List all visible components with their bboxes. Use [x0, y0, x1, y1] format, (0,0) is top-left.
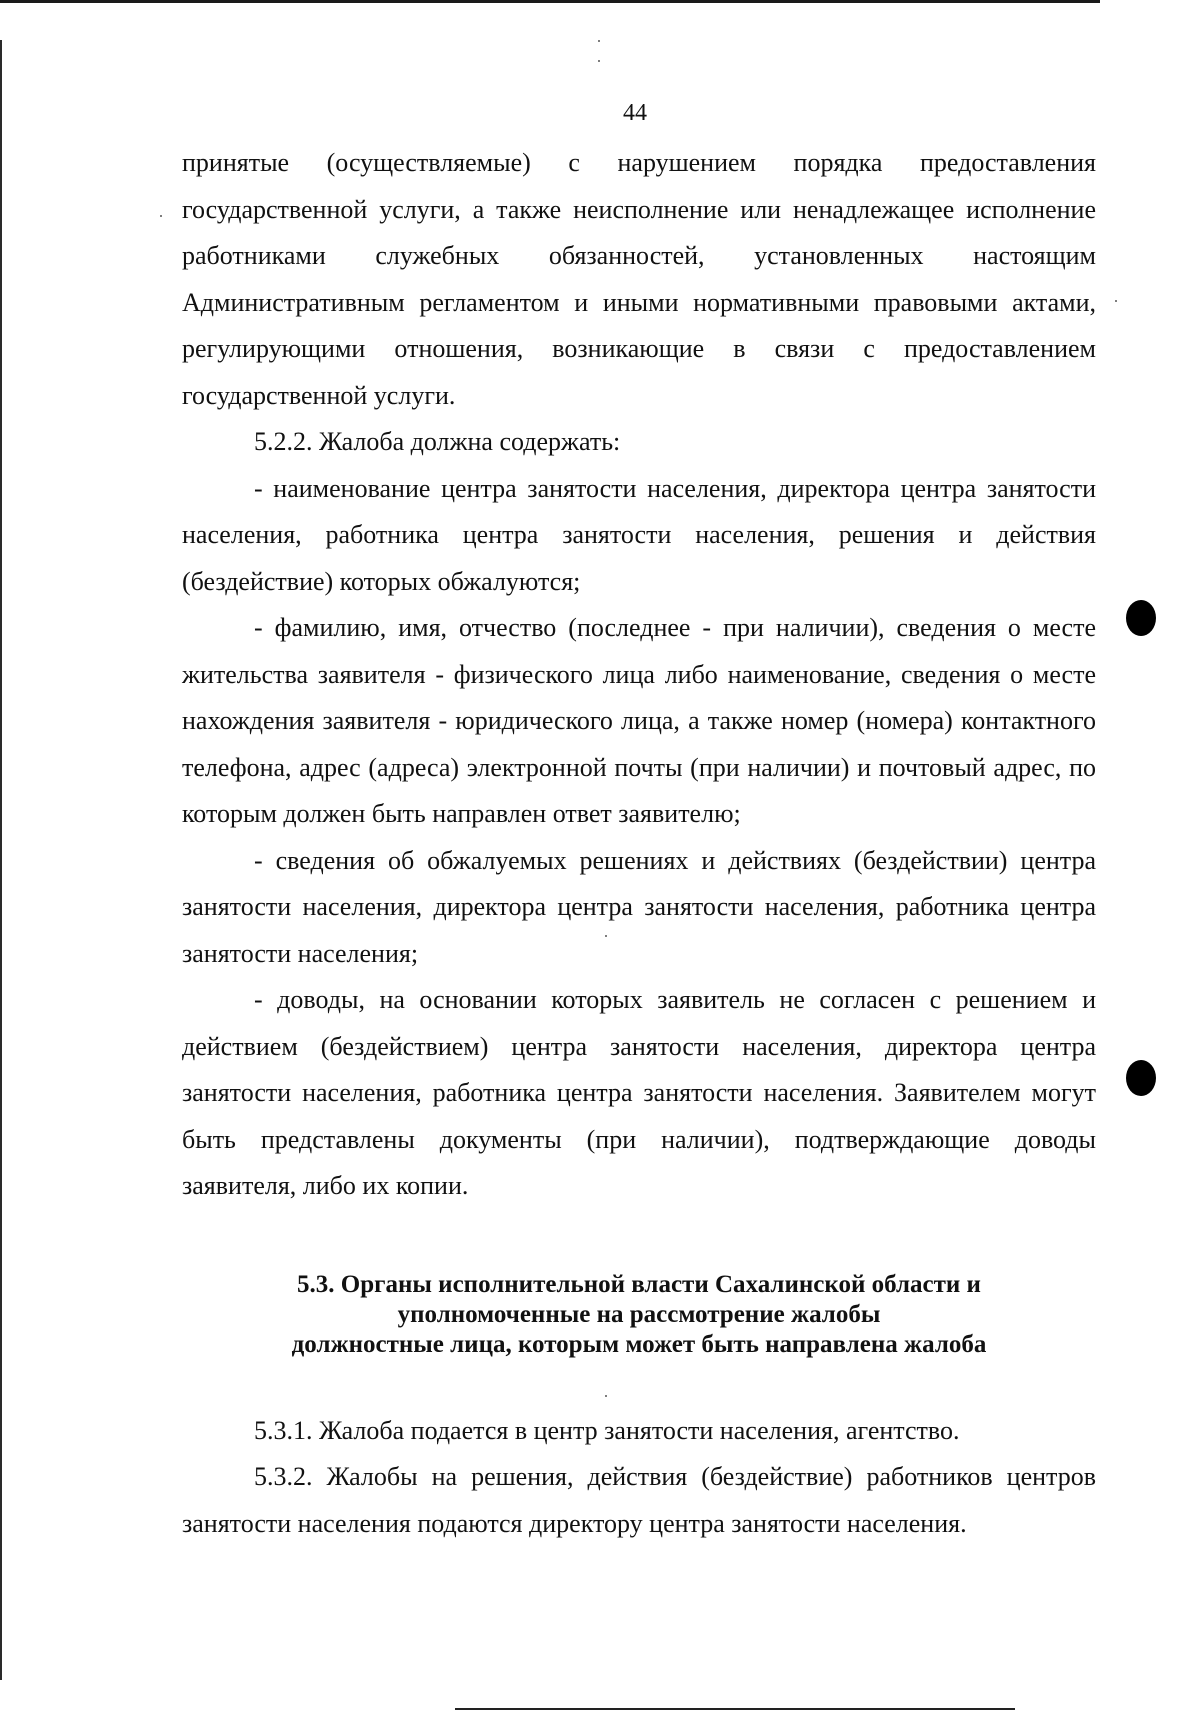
paragraph-continuation: принятые (осуществляемые) с нарушением порядка предоставления государственной услуги, а также неисполнение или ненадлежащее исполнение работниками служебных обязанностей, установленных настоящим Административным регламентом и иными нормативными правовыми актами, регулирующими отношения, возникающие в связи с предоставлением государственной услуги.: [182, 148, 1096, 410]
page-number: 44: [623, 100, 647, 126]
punch-hole-mark: [1126, 600, 1156, 636]
paragraph-5-3-1: 5.3.1. Жалоба подается в центр занятости населения, агентство.: [254, 1415, 960, 1445]
scan-speck: [605, 1395, 607, 1397]
section-heading-line: уполномоченные на рассмотрение жалобы: [397, 1300, 881, 1328]
scan-speck: [160, 215, 162, 217]
scan-left-border: [0, 40, 2, 1680]
paragraph-5-2-2: 5.2.2. Жалоба должна содержать:: [254, 427, 621, 456]
scan-speck: [598, 40, 600, 42]
section-heading-line: 5.3. Органы исполнительной власти Сахалинской области и: [297, 1270, 981, 1298]
scan-top-border: [0, 0, 1100, 3]
paragraph-5-3-2: 5.3.2. Жалобы на решения, действия (бездействие) работников центров занятости населения подаются директору центра занятости населения.: [182, 1462, 1096, 1538]
scan-speck: [605, 935, 607, 937]
list-item-applicant-info: - фамилию, имя, отчество (последнее - при наличии), сведения о месте жительства заявителя - физического лица либо наименование, сведения о месте нахождения заявителя - юридического лица, а также номер (номера) контактного телефона, адрес (адреса) электронной почты (при наличии) и почтовый адрес, по которым должен быть направлен ответ заявителю;: [182, 613, 1096, 828]
scan-speck: [598, 60, 600, 62]
document-body: [182, 140, 1096, 1547]
list-item-center-name: - наименование центра занятости населения, директора центра занятости населения, работника центра занятости населения, решения и действия (бездействие) которых обжалуются;: [182, 473, 1096, 596]
scan-bottom-border: [455, 1708, 1015, 1710]
punch-hole-mark: [1126, 1060, 1156, 1096]
list-item-appealed-decisions: - сведения об обжалуемых решениях и действиях (бездействии) центра занятости населения, директора центра занятости населения, работника центра занятости населения;: [182, 845, 1096, 968]
section-heading-5-3: [182, 1270, 1096, 1360]
list-item-arguments: - доводы, на основании которых заявитель не согласен с решением и действием (бездействием) центра занятости населения, директора центра занятости населения, работника центра занятости населения. Заявителем могут быть представлены документы (при наличии), подтверждающие доводы заявителя, либо их копии.: [182, 985, 1096, 1200]
scan-speck: [1115, 300, 1117, 302]
section-heading-line: должностные лица, которым может быть направлена жалоба: [291, 1330, 987, 1358]
